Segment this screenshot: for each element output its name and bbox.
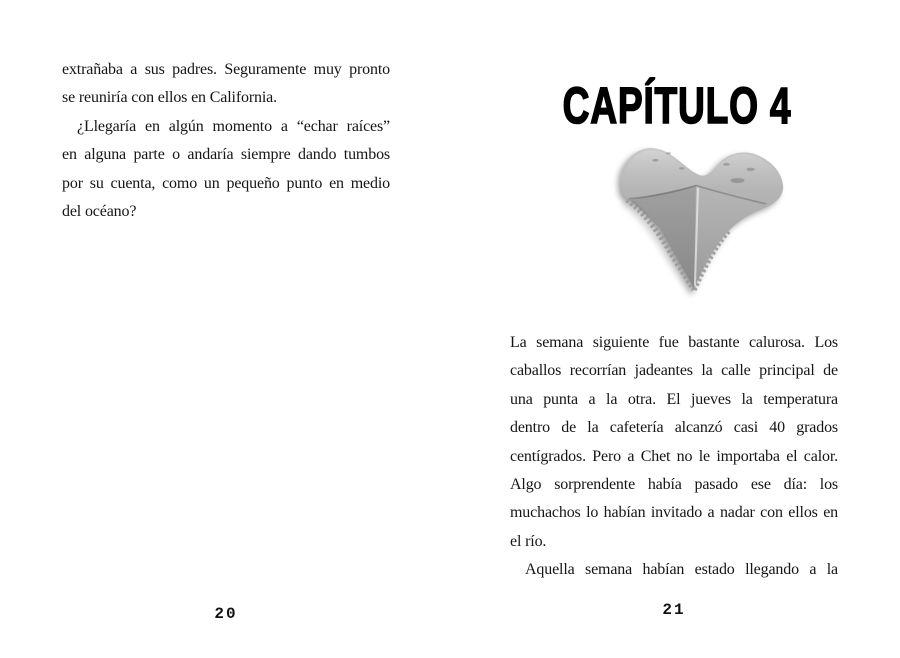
left-page-text [62,56,390,226]
text-line: Algo sorprendente había pasado ese día: los [510,476,838,494]
text-line: muchachos lo habían invitado a nadar con ellos en [510,504,838,522]
text-line: La semana siguiente fue bastante calurosa. Los [510,334,838,351]
text-line: caballos recorrían jadeantes la calle principal de [510,362,838,380]
page-number-left: 20 [214,605,238,623]
text-line: dentro de la cafetería alcanzó casi 40 grados [510,419,838,437]
right-page-text [510,329,838,585]
shark-tooth-illustration [612,138,788,302]
text-line: extrañaba a sus padres. Seguramente muy pronto [62,61,390,78]
text-line: ¿Llegaría en algún momento a “echar raíces” [77,117,390,135]
text-line: del océano? [62,203,137,221]
text-line: por su cuenta, como un pequeño punto en medio [62,174,390,192]
chapter-title: CAPÍTULO 4 [562,77,792,134]
text-line: se reuniría con ellos en California. [62,89,277,107]
text-line: en alguna parte o andaría siempre dando tumbos [62,146,390,164]
text-line: una punta a la otra. El jueves la temperatura [510,390,838,408]
text-line: centígrados. Pero a Chet no le importaba el calor. [510,447,838,465]
page-number-right: 21 [662,601,686,619]
text-line: Aquella semana habían estado llegando a la [525,561,838,579]
text-line: el río. [510,532,547,550]
